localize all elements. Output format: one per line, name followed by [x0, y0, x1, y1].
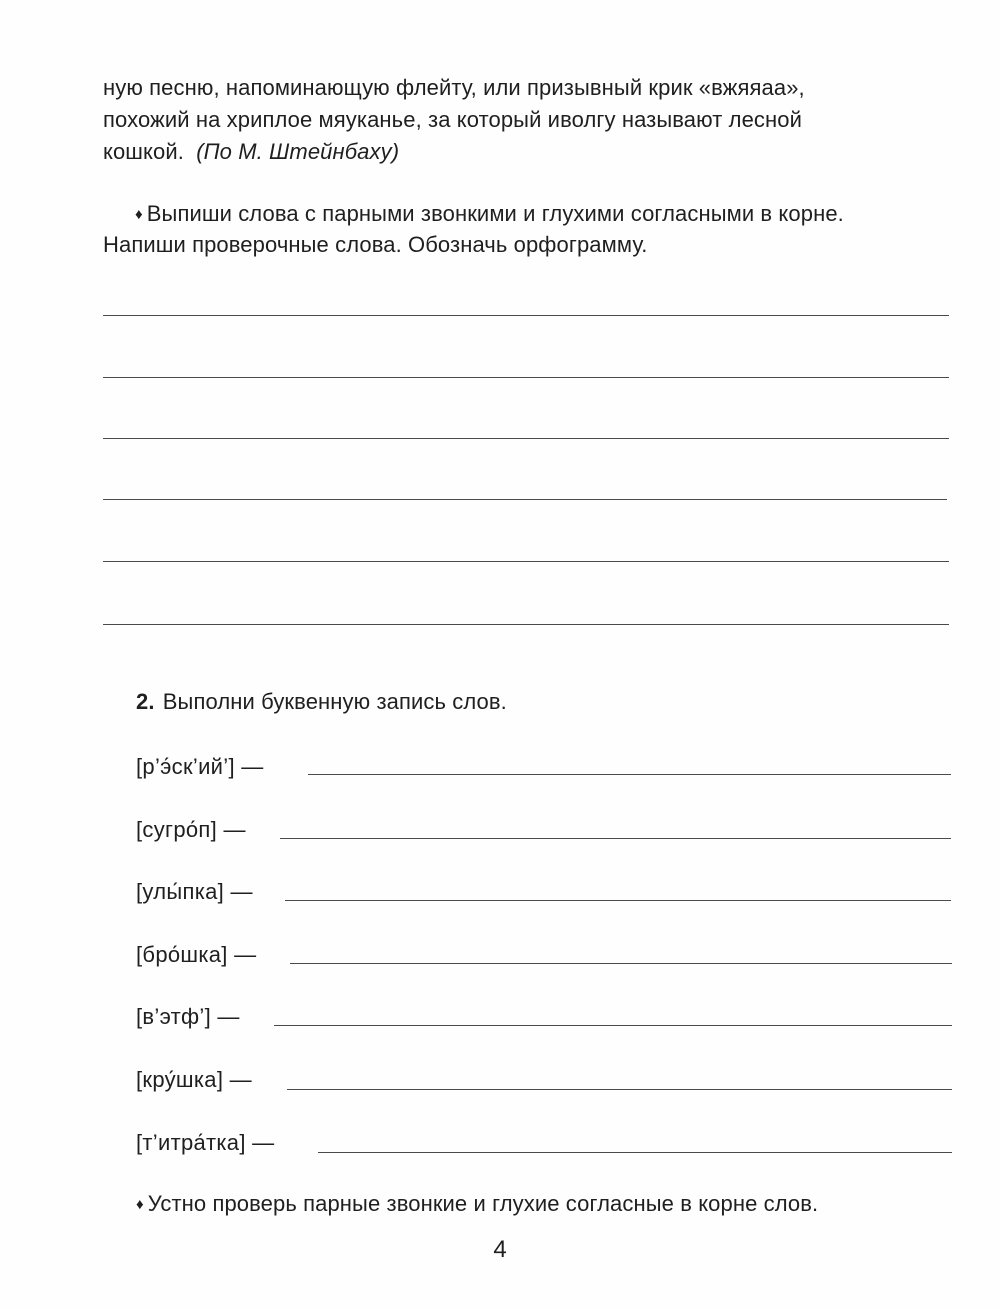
task2-heading — [136, 686, 507, 718]
transcription-item: [т’итра́тка] — — [136, 1130, 275, 1155]
task2-title: Выполни буквенную запись слов. — [162, 689, 507, 714]
answer-line[interactable] — [318, 1152, 952, 1153]
answer-line[interactable] — [103, 438, 949, 439]
passage-line-1: ную песню, напоминающую флейту, или призывный крик «вжяяаа», — [103, 75, 805, 100]
transcription-item: [р’э́ск’ий’] — — [136, 754, 264, 779]
answer-line[interactable] — [280, 838, 951, 839]
page-number: 4 — [493, 1236, 507, 1263]
passage-line-3 — [103, 136, 399, 168]
transcription-item: [бро́шка] — — [136, 942, 257, 967]
task1-instruction-line-1 — [135, 198, 844, 233]
answer-line[interactable] — [103, 377, 949, 378]
diamond-bullet-icon: ♦ — [135, 206, 143, 223]
answer-line[interactable] — [290, 963, 952, 964]
task2-footer-text: Устно проверь парные звонкие и глухие согласные в корне слов. — [147, 1191, 819, 1216]
transcription-item: [кру́шка] — — [136, 1067, 252, 1092]
diamond-bullet-icon: ♦ — [136, 1196, 144, 1213]
transcription-item: [улы́пка] — — [136, 879, 253, 904]
task-number: 2. — [136, 689, 155, 714]
answer-line[interactable] — [103, 315, 949, 316]
task2-footer — [136, 1188, 818, 1223]
answer-line[interactable] — [285, 900, 951, 901]
passage-source: (По М. Штейнбаху) — [196, 139, 400, 164]
transcription-item: [сугро́п] — — [136, 817, 246, 842]
task1-text-1: Выпиши слова с парными звонкими и глухими согласными в корне. — [146, 201, 844, 226]
answer-line[interactable] — [308, 774, 951, 775]
transcription-item: [в’этф’] — — [136, 1004, 240, 1029]
answer-line[interactable] — [103, 561, 949, 562]
task1-instruction-line-2: Напиши проверочные слова. Обозначь орфограмму. — [103, 232, 648, 257]
answer-line[interactable] — [103, 624, 949, 625]
answer-line[interactable] — [287, 1089, 952, 1090]
passage-text: кошкой. — [103, 139, 184, 164]
passage-line-2: похожий на хриплое мяуканье, за который иволгу называют лесной — [103, 107, 802, 132]
answer-line[interactable] — [103, 499, 947, 500]
answer-line[interactable] — [274, 1025, 952, 1026]
